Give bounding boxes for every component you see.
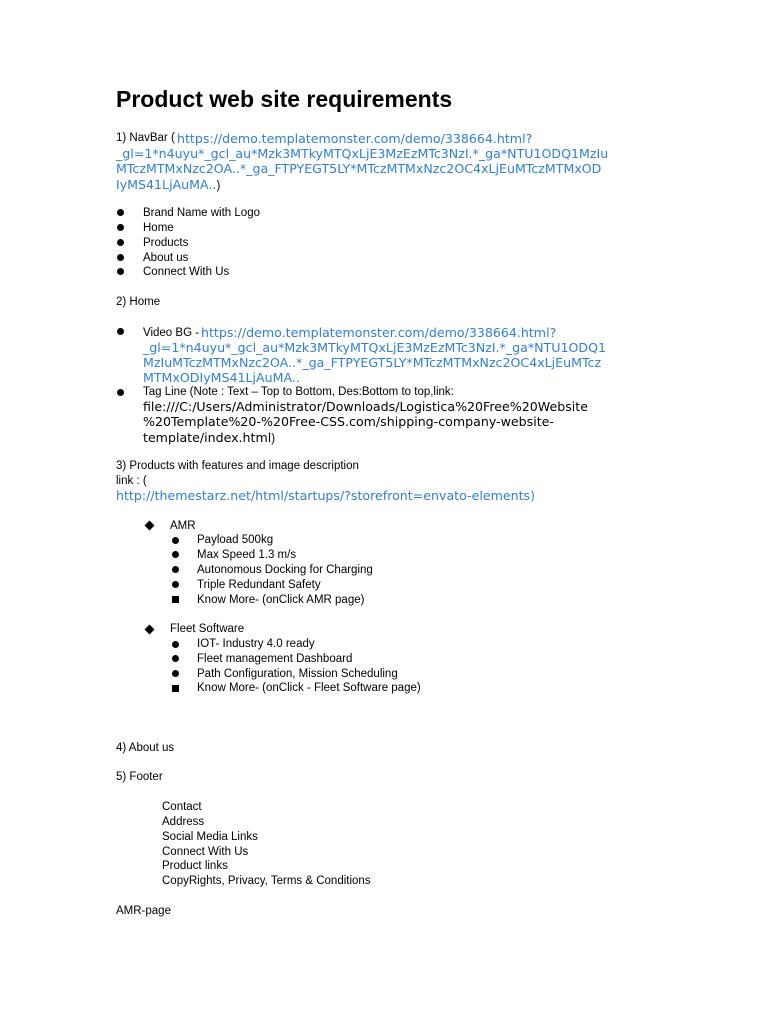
bullet-icon: [172, 655, 179, 662]
bullet-icon: [117, 224, 124, 231]
navbar-item: Products: [143, 237, 189, 249]
bullet-icon: [172, 641, 179, 648]
tagline-path-line-1: file:///C:/Users/Administrator/Downloads/Logistica%20Free%20Website: [143, 399, 588, 414]
video-bg-link-line-1[interactable]: https://demo.templatemonster.com/demo/338664.html?: [201, 325, 557, 340]
bullet-icon: [117, 328, 124, 335]
diamond-bullet-icon: [145, 521, 155, 531]
footer-item: Connect With Us: [162, 846, 249, 858]
page-title: Product web site requirements: [116, 86, 453, 112]
tagline-path-line-3: template/index.html: [143, 430, 272, 445]
bullet-icon: [117, 209, 124, 216]
amr-feature: Payload 500kg: [197, 534, 274, 546]
footer-item: CopyRights, Privacy, Terms & Conditions: [162, 875, 371, 887]
navbar-link-line-4[interactable]: IyMS41LjAuMA..: [116, 177, 217, 192]
tagline-path-line-2: %20Template%20-%20Free-CSS.com/shipping-company-website-: [143, 414, 554, 429]
diamond-bullet-icon: [145, 625, 155, 635]
navbar-item: About us: [143, 252, 189, 264]
bullet-icon: [172, 581, 179, 588]
navbar-heading: 1) NavBar (: [116, 132, 175, 144]
footer-item: Address: [162, 816, 205, 828]
bullet-icon: [117, 268, 124, 275]
tagline-close: ): [271, 433, 276, 445]
bullet-icon: [172, 551, 179, 558]
amr-feature: Max Speed 1.3 m/s: [197, 549, 297, 561]
navbar-link-line-2[interactable]: _gl=1*n4uyu*_gcl_au*Mzk3MTkyMTQxLjE3MzEzMTc3NzI.*_ga*NTU1ODQ1MzIu: [116, 146, 609, 161]
bullet-icon: [117, 389, 124, 396]
product-amr-name: AMR: [170, 520, 196, 532]
footer-heading: 5) Footer: [116, 771, 163, 783]
footer-item: Product links: [162, 860, 228, 872]
bullet-icon: [172, 537, 179, 544]
tagline-label: Tag Line (Note : Text – Top to Bottom, Des:Bottom to top,link:: [143, 386, 454, 398]
fleet-feature: IOT- Industry 4.0 ready: [197, 638, 315, 650]
navbar-item: Home: [143, 222, 174, 234]
bullet-icon: [172, 566, 179, 573]
square-bullet-icon: [172, 685, 179, 692]
fleet-feature: Path Configuration, Mission Scheduling: [197, 668, 398, 680]
bullet-icon: [117, 239, 124, 246]
bullet-icon: [172, 670, 179, 677]
video-bg-label: Video BG -: [143, 327, 200, 339]
video-bg-link-line-2[interactable]: _gl=1*n4uyu*_gcl_au*Mzk3MTkyMTQxLjE3MzEzMTc3NzI.*_ga*NTU1ODQ1: [143, 340, 607, 355]
bullet-icon: [117, 254, 124, 261]
footer-item: Contact: [162, 801, 202, 813]
amr-know-more: Know More- (onClick AMR page): [197, 594, 365, 606]
products-heading: 3) Products with features and image description: [116, 460, 359, 472]
product-fleet-name: Fleet Software: [170, 623, 245, 635]
navbar-link-line-1[interactable]: https://demo.templatemonster.com/demo/338664.html?: [177, 131, 533, 146]
amr-feature: Triple Redundant Safety: [197, 579, 321, 591]
products-link-label: link : (: [116, 475, 147, 487]
home-heading: 2) Home: [116, 296, 161, 308]
amr-page-heading: AMR-page: [116, 905, 171, 917]
navbar-item: Brand Name with Logo: [143, 207, 260, 219]
square-bullet-icon: [172, 596, 179, 603]
video-bg-link-line-4[interactable]: MTMxODIyMS41LjAuMA..: [143, 370, 300, 385]
footer-item: Social Media Links: [162, 831, 258, 843]
about-heading: 4) About us: [116, 742, 175, 754]
fleet-know-more: Know More- (onClick - Fleet Software page): [197, 682, 421, 694]
amr-feature: Autonomous Docking for Charging: [197, 564, 373, 576]
tagline-path-last-line: [143, 429, 275, 447]
video-bg-link-line-3[interactable]: MzIuMTczMTMxNzc2OA..*_ga_FTPYEGT5LY*MTczMTMxNzc2OC4xLjEuMTcz: [143, 355, 602, 370]
products-link[interactable]: http://themestarz.net/html/startups/?storefront=envato-elements): [116, 488, 536, 503]
fleet-feature: Fleet management Dashboard: [197, 653, 353, 665]
navbar-link-close: ): [216, 180, 221, 192]
navbar-link-last-line: [116, 176, 220, 194]
navbar-link-line-3[interactable]: MTczMTMxNzc2OA..*_ga_FTPYEGT5LY*MTczMTMxNzc2OC4xLjEuMTczMTMxOD: [116, 161, 602, 176]
navbar-item: Connect With Us: [143, 266, 230, 278]
